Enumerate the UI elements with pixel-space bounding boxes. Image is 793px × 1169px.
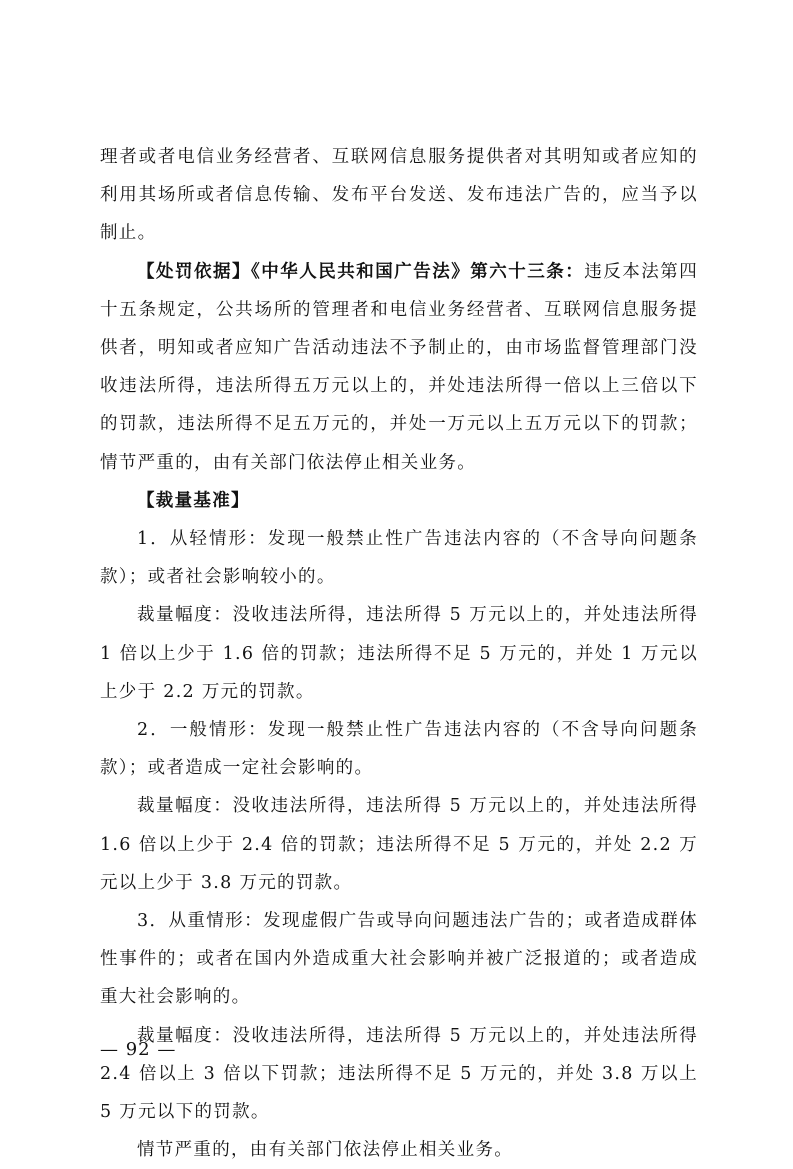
paragraph-general-case: 2．一般情形：发现一般禁止性广告违法内容的（不含导向问题条款）；或者造成一定社会影响的。 xyxy=(100,720,698,779)
paragraph-serious-circumstances: 情节严重的，由有关部门依法停止相关业务。 xyxy=(137,1140,513,1161)
penalty-basis-label: 【处罚依据】《中华人民共和国广告法》第六十三条： xyxy=(137,261,585,282)
paragraph-general-range: 裁量幅度：没收违法所得，违法所得 5 万元以上的，并处违法所得 1.6 倍以上少于 2.4 倍的罚款；违法所得不足 5 万元的，并处 2.2 万元以上少于 3.8 万元的罚款。 xyxy=(100,796,698,893)
paragraph-severe-range: 裁量幅度：没收违法所得，违法所得 5 万元以上的，并处违法所得 2.4 倍以上 3 倍以下罚款；违法所得不足 5 万元的，并处 3.8 万以上 5 万元以下的罚款。 xyxy=(100,1025,698,1123)
document-body xyxy=(100,138,698,1169)
paragraph-severe-case: 3．从重情形：发现虚假广告或导向问题违法广告的；或者造成群体性事件的；或者在国内外造成重大社会影响并被广泛报道的；或者造成重大社会影响的。 xyxy=(100,911,698,1008)
paragraph-continuation: 理者或者电信业务经营者、互联网信息服务提供者对其明知或者应知的利用其场所或者信息传输、发布平台发送、发布违法广告的，应当予以制止。 xyxy=(100,147,698,244)
paragraph-penalty-basis xyxy=(100,253,698,482)
paragraph-lenient-range: 裁量幅度：没收违法所得，违法所得 5 万元以上的，并处违法所得 1 倍以上少于 1.6 倍的罚款；违法所得不足 5 万元的，并处 1 万元以上少于 2.2 万元的罚款。 xyxy=(100,605,698,702)
page-number: — 92 — xyxy=(100,1039,177,1060)
discretion-standard-heading: 【裁量基准】 xyxy=(137,490,250,511)
penalty-basis-text: 违反本法第四十五条规定，公共场所的管理者和电信业务经营者、互联网信息服务提供者，明知或者应知广告活动违法不予制止的，由市场监督管理部门没收违法所得，违法所得五万元以上的，并处违法所得一倍以上三倍以下的罚款，违法所得不足五万元的，并处一万元以上五万元以下的罚款；情节严重的，由有关部门依法停止相关业务。 xyxy=(100,261,698,473)
paragraph-lenient-case: 1．从轻情形：发现一般禁止性广告违法内容的（不含导向问题条款）；或者社会影响较小的。 xyxy=(100,529,698,588)
